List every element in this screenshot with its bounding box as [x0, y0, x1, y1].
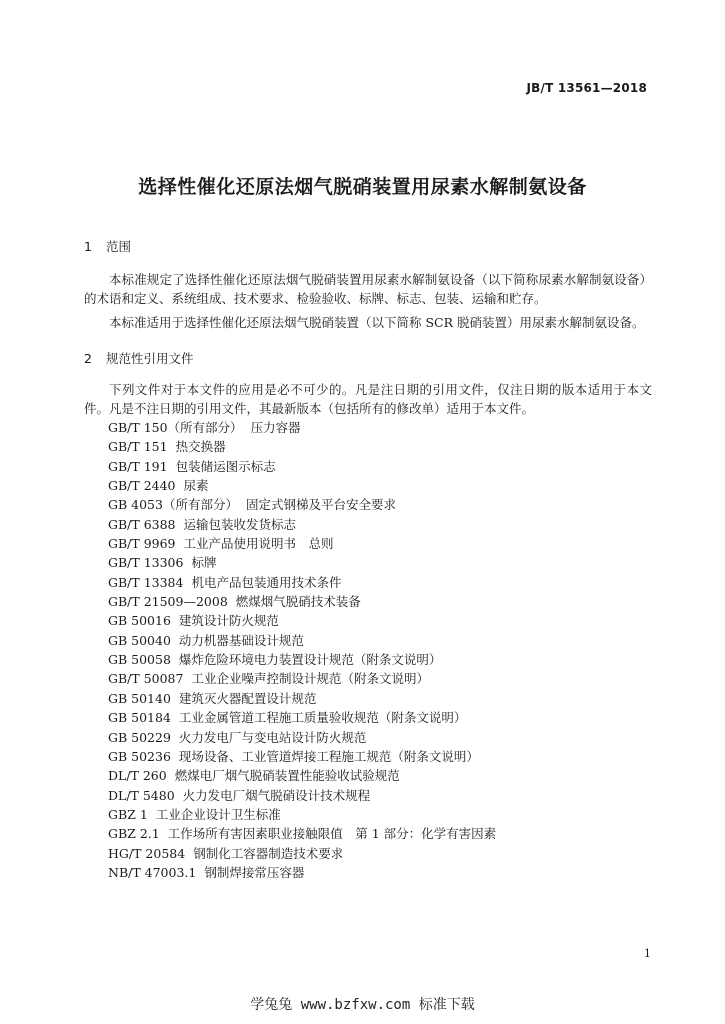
reference-title: 动力机器基础设计规范: [178, 632, 304, 648]
scope-paragraph-2: 本标准适用于选择性催化还原法烟气脱硝装置（以下简称 SCR 脱硝装置）用尿素水解制氨设备。: [109, 315, 645, 330]
section-2-heading: [84, 349, 194, 367]
reference-title: 热交换器: [175, 439, 226, 455]
document-title: 选择性催化还原法烟气脱硝装置用尿素水解制氨设备: [138, 176, 587, 198]
reference-item: [108, 863, 496, 882]
references-intro: 下列文件对于本文件的应用是必不可少的。凡是注日期的引用文件，仅注日期的版本适用于本文件。凡是不注日期的引用文件，其最新版本（包括所有的修改单）适用于本文件。: [84, 382, 652, 416]
reference-item: [108, 592, 496, 611]
reference-code: GB 50140: [108, 690, 171, 706]
reference-title: 尿素: [183, 478, 209, 494]
scope-paragraph-1: 本标准规定了选择性催化还原法烟气脱硝装置用尿素水解制氨设备（以下简称尿素水解制氨设备）的术语和定义、系统组成、技术要求、检验验收、标牌、标志、包装、运输和贮存。: [84, 272, 652, 306]
reference-item: [108, 708, 496, 727]
reference-title: 爆炸危险环境电力装置设计规范（附条文说明）: [178, 652, 442, 668]
reference-title: 标牌: [191, 555, 217, 571]
reference-title: 燃煤电厂烟气脱硝装置性能验收试验规范: [174, 768, 400, 784]
section-2-number: 2: [84, 351, 92, 366]
reference-code: GB 50016: [108, 613, 171, 629]
reference-code: GB/T 150（所有部分）: [108, 420, 243, 435]
reference-title: 固定式钢梯及平台安全要求: [245, 497, 396, 513]
reference-title: 火力发电厂烟气脱硝设计技术规程: [182, 787, 371, 803]
reference-title: 运输包装收发货标志: [183, 516, 297, 532]
page-number: 1: [644, 947, 651, 960]
reference-title: 工业企业噪声控制设计规范（附条文说明）: [191, 671, 429, 687]
section-2-title: 规范性引用文件: [106, 351, 194, 366]
reference-code: GB 50058: [108, 652, 171, 668]
reference-item: [108, 766, 496, 785]
reference-item: [108, 418, 496, 437]
reference-code: GB/T 13384: [108, 574, 184, 590]
reference-code: GB/T 151: [108, 439, 168, 455]
reference-code: GB 50184: [108, 710, 171, 726]
reference-code: GB/T 13306: [108, 555, 184, 571]
reference-code: GB/T 2440: [108, 478, 176, 494]
reference-title: 工业金属管道工程施工质量验收规范（附条文说明）: [178, 710, 467, 726]
reference-code: GBZ 1: [108, 806, 148, 822]
reference-item: [108, 669, 496, 688]
reference-code: GB 4053（所有部分）: [108, 497, 238, 513]
reference-code: GB/T 21509—2008: [108, 594, 228, 610]
reference-code: GB 50236: [108, 748, 171, 764]
reference-code: DL/T 5480: [108, 787, 175, 803]
reference-item: [108, 844, 496, 863]
reference-code: GB/T 50087: [108, 671, 184, 687]
reference-item: [108, 728, 496, 747]
reference-title: 机电产品包装通用技术条件: [191, 574, 342, 590]
reference-title: 燃煤烟气脱硝技术装备: [235, 594, 361, 610]
reference-code: NB/T 47003.1: [108, 864, 197, 880]
section-1-title: 范围: [106, 239, 132, 254]
reference-code: DL/T 260: [108, 768, 167, 784]
reference-code: GB/T 191: [108, 458, 168, 474]
reference-title: 压力容器: [250, 420, 301, 435]
reference-item: [108, 495, 496, 514]
reference-title: 工作场所有害因素职业接触限值 第 1 部分：化学有害因素: [167, 826, 497, 842]
reference-title: 钢制焊接常压容器: [204, 864, 305, 880]
reference-item: [108, 786, 496, 805]
reference-code: HG/T 20584: [108, 845, 186, 861]
reference-item: [108, 611, 496, 630]
reference-item: [108, 515, 496, 534]
footer-watermark: 学兔兔 www.bzfxw.com 标准下载: [250, 997, 475, 1013]
reference-title: 建筑设计防火规范: [178, 613, 279, 629]
reference-title: 包装储运图示标志: [175, 458, 276, 474]
reference-item: [108, 805, 496, 824]
reference-item: [108, 747, 496, 766]
standard-code: JB/T 13561—2018: [526, 81, 647, 95]
reference-item: [108, 534, 496, 553]
reference-title: 工业产品使用说明书 总则: [183, 536, 334, 552]
reference-item: [108, 573, 496, 592]
reference-item: [108, 631, 496, 650]
reference-item: [108, 437, 496, 456]
reference-item: [108, 689, 496, 708]
section-1-number: 1: [84, 239, 92, 254]
reference-title: 建筑灭火器配置设计规范: [178, 690, 317, 706]
reference-item: [108, 457, 496, 476]
reference-title: 钢制化工容器制造技术要求: [193, 845, 344, 861]
reference-title: 现场设备、工业管道焊接工程施工规范（附条文说明）: [178, 748, 479, 764]
reference-code: GB/T 9969: [108, 536, 176, 552]
section-1-heading: [84, 237, 131, 255]
reference-code: GB 50040: [108, 632, 171, 648]
reference-title: 火力发电厂与变电站设计防火规范: [178, 729, 367, 745]
reference-item: [108, 824, 496, 843]
reference-code: GBZ 2.1: [108, 826, 160, 842]
reference-item: [108, 476, 496, 495]
reference-code: GB/T 6388: [108, 516, 176, 532]
reference-title: 工业企业设计卫生标准: [155, 806, 281, 822]
reference-list: [108, 418, 496, 882]
reference-item: [108, 650, 496, 669]
reference-code: GB 50229: [108, 729, 171, 745]
reference-item: [108, 553, 496, 572]
